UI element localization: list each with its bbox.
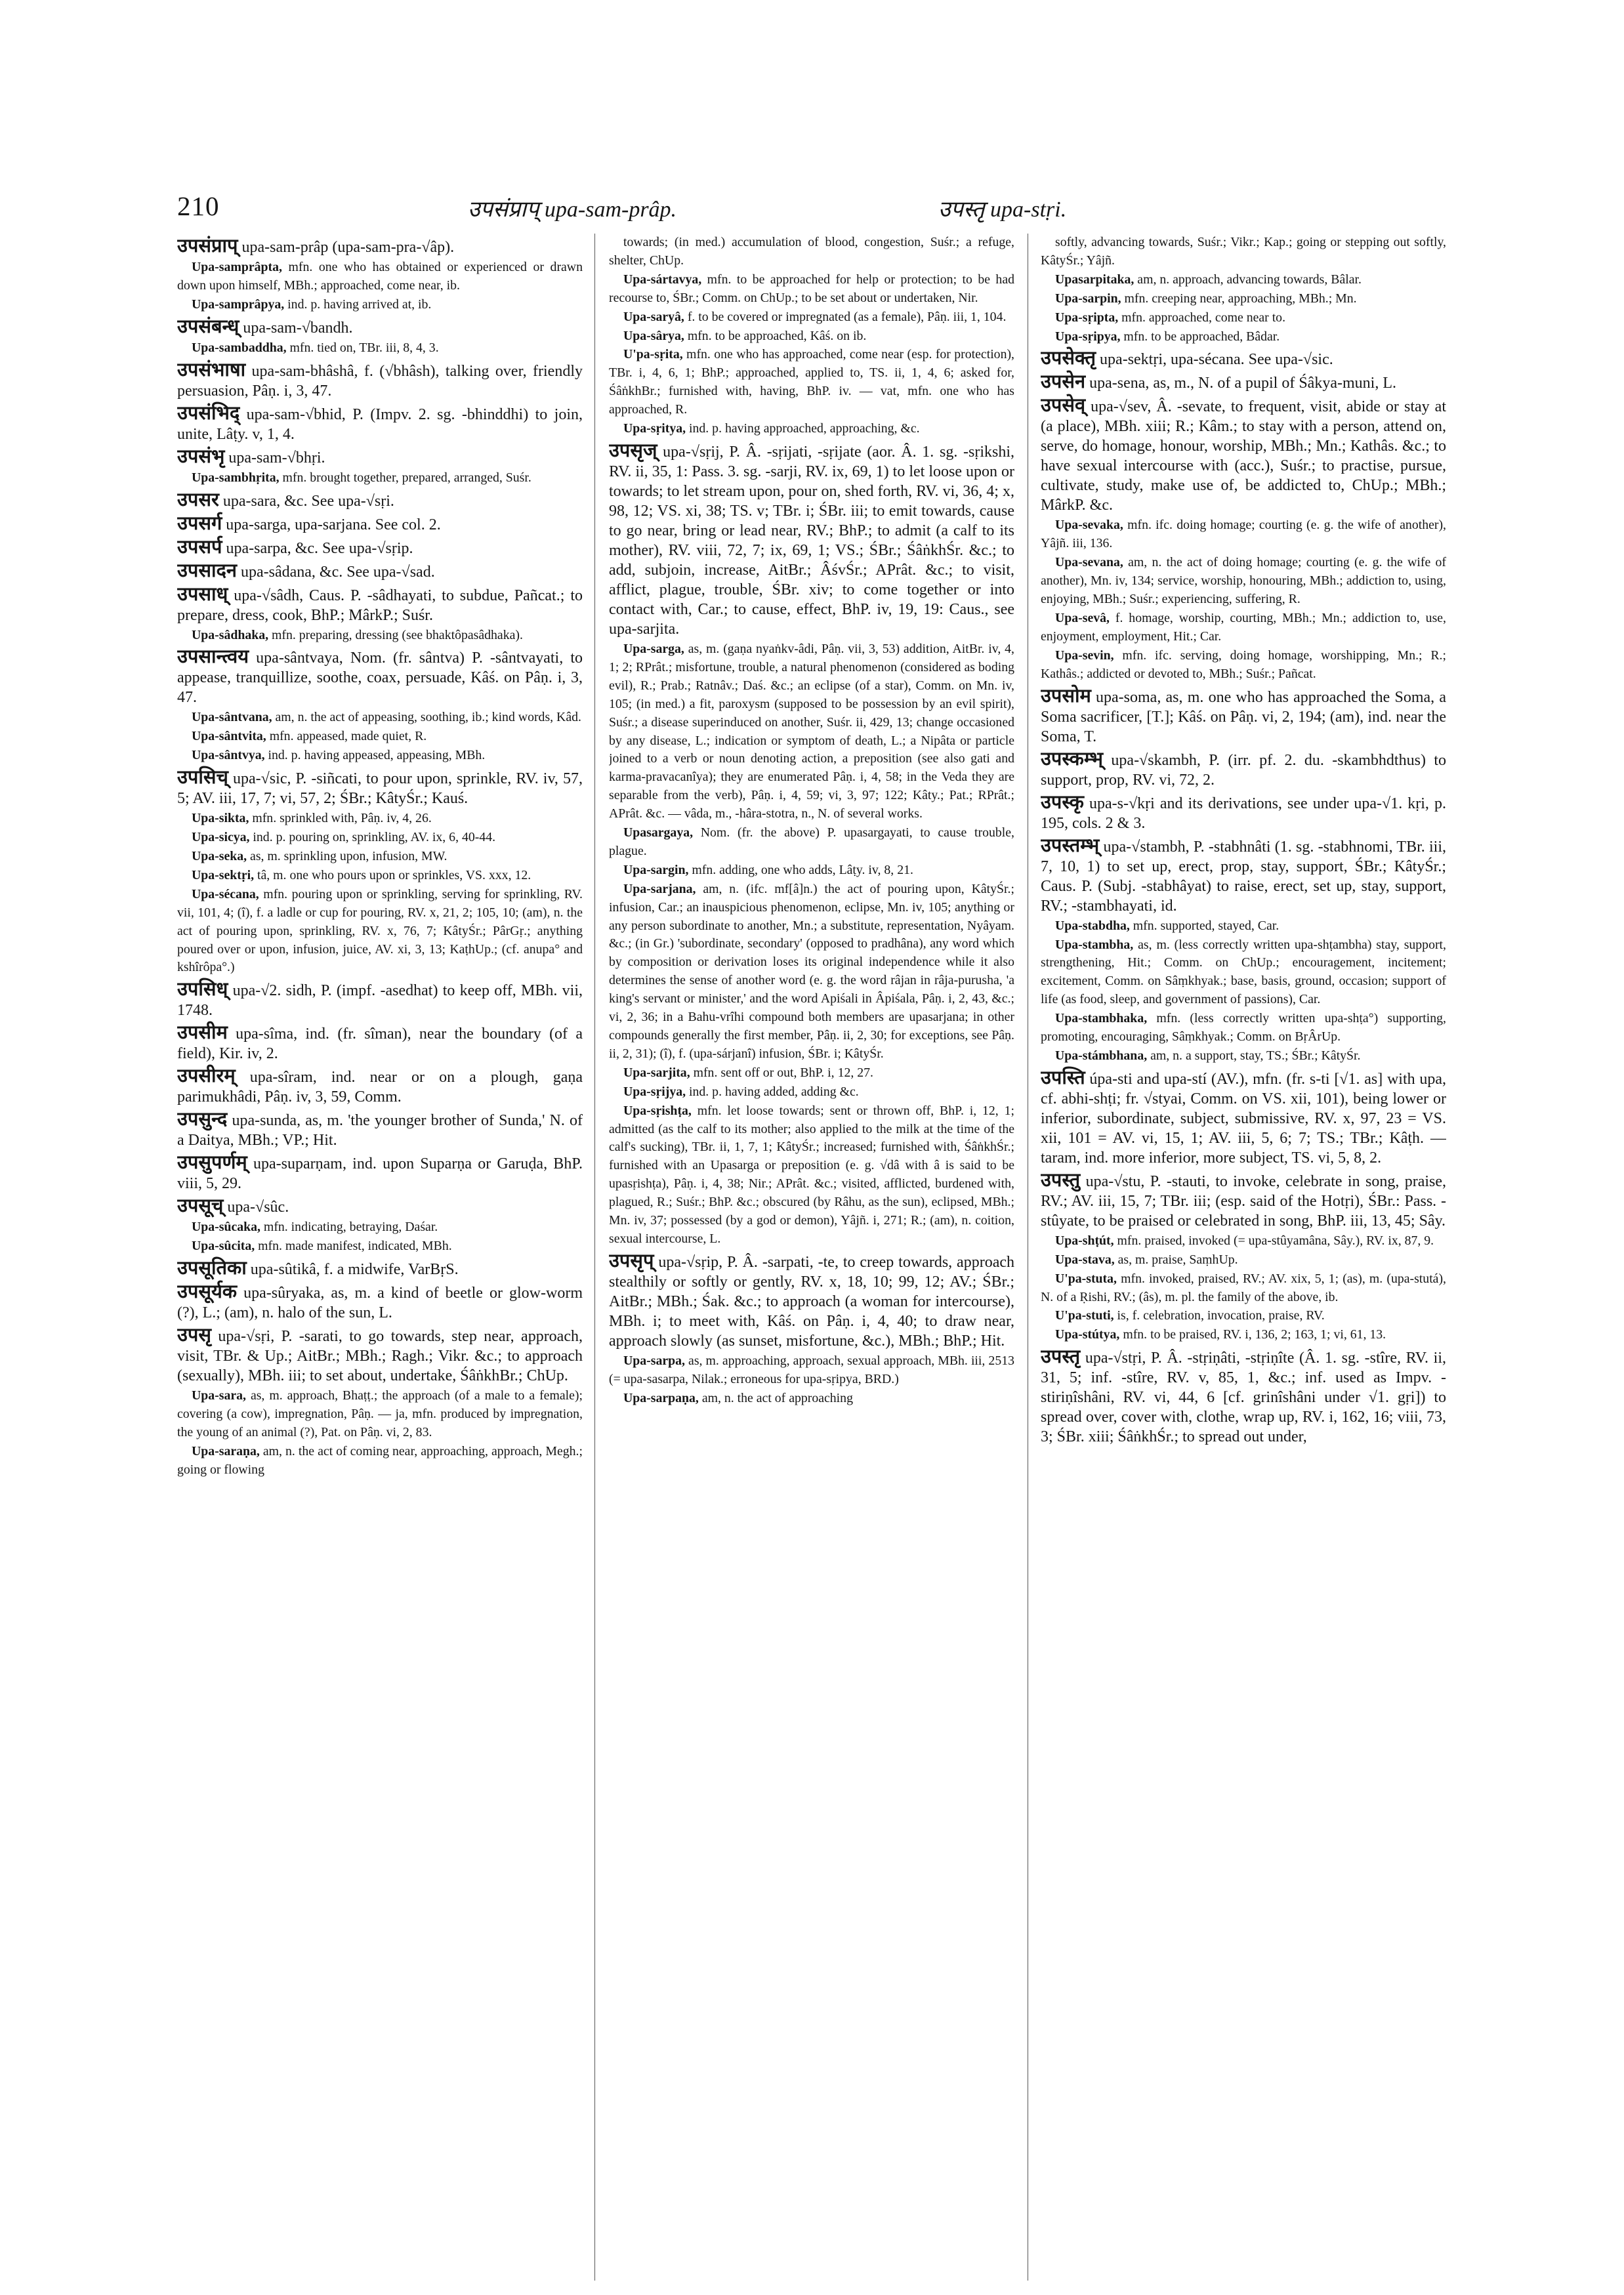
entry-definition: upa-sîma, ind. (fr. sîman), near the boundary (of a field), Kir. iv, 2. <box>177 1025 583 1063</box>
entry-headword: उपसर्ग <box>177 512 222 534</box>
entry-headword: उपसादन <box>177 560 237 581</box>
sub-entry <box>609 327 1014 346</box>
headword-entry <box>177 647 583 707</box>
headword-entry <box>177 1066 583 1107</box>
sub-entry <box>1041 1251 1446 1270</box>
entry-definition: upa-sam-√bandh. <box>239 319 353 337</box>
entry-definition: mfn. let loose towards; sent or thrown off, BhP. i, 12, 1; admitted (as the calf to its mother; also applied to the milk at the time of the calf's sucking), TBr. ii, 1, 7, 1; KâtyŚr.; increased; furnished with, ŚâṅkhŚr.; furnished with an Upasarga or preposition (e. g. √dâ with â is said to be upasṛishṭa), Pâṇ. i, 4, 38; Nir.; APrât. &c.; visited, afflicted, burdened with, plagued, R.; Suśr.; BhP. &c.; obscured (by Râhu, as the sun), eclipsed, MBh.; Mn. iv, 37; possessed (by a god or demon), Yâjñ. i, 271; R.; (am), n. coition, sexual intercourse, L. <box>609 1103 1014 1246</box>
entry-headword: उपसोम <box>1041 685 1091 707</box>
headword-entry <box>177 537 583 558</box>
entry-definition: am, n. the act of appeasing, soothing, ib.; kind words, Kâd. <box>272 710 581 725</box>
entry-definition: as, m. praise, SaṃhUp. <box>1114 1252 1238 1267</box>
entry-definition: ind. p. pouring on, sprinkling, AV. ix, 6, 40-44. <box>249 830 496 845</box>
entry-definition: am, n. the act of doing homage; courting (e. g. the wife of another), Mn. iv, 134; service, worship, honouring, MBh.; addiction to, using, enjoying, MBh.; Suśr.; experiencing, suffering, R. <box>1041 555 1446 607</box>
column-1 <box>177 234 583 2281</box>
entry-definition: mfn. made manifest, indicated, MBh. <box>255 1239 452 1254</box>
sub-entry <box>177 709 583 727</box>
entry-definition: úpa-sti and upa-stí (AV.), mfn. (fr. s-ti [√1. as] with upa, cf. abhi-shṭi; fr. √styai, Comm. on VS. xii, 101), being lower or inferior, subordinate, subject, submissive, RV. x, 97, 23 = VS. xii, 101 = AV. vi, 15, 1; AV. iii, 5, 6; 7; TS.; TBr.; Kâṭh. — taram, ind. more inferior, more subject, TS. vi, 5, 8, 2. <box>1041 1070 1446 1167</box>
headword-entry <box>1041 348 1446 369</box>
sub-entry <box>177 886 583 978</box>
sub-entry <box>609 346 1014 419</box>
entry-definition: upa-√sṛi, P. -sarati, to go towards, step near, approach, visit, TBr. & Up.; AitBr.; MBh.; Ragh.; Vikr. &c.; to approach (sexually), MBh. iii; to set about, undertake, ŚâṅkhBr.; ChUp. <box>177 1328 583 1385</box>
entry-definition: as, m. (gaṇa nyaṅkv-âdi, Pâṇ. vii, 3, 53) addition, AitBr. iv, 4, 1; 2; RPrât.; misfortune, trouble, a natural phenomenon (considered as boding evil), R.; Prab.; Ratnâv.; Daś. &c.; an eclipse (of a star), Comm. on Mn. iv, 105; (in med.) a fit, paroxysm (supposed to be possession by an evil spirit), Suśr.; a disease superinduced on another, Suśr. ii, 429, 13; change occasioned by any disease, L.; indication or symptom of death, L.; a Nipâta or particle joined to a verb or noun denoting action, a preposition (see also gati and karma-pravacanîya); they are enumerated Pâṇ. i, 4, 58; in the Veda they are separable from the verb), Pâṇ. i, 4, 59; vi, 3, 97; 122; Kâty.; Pat.; RPrât.; APrât. &c. — vâda, m., -hâra-stotra, n., N. of several works. <box>609 641 1014 821</box>
entry-headword: Upa-stútya, <box>1055 1327 1120 1342</box>
headword-entry <box>1041 1170 1446 1231</box>
entry-definition: upa-√skambh, P. (irr. pf. 2. du. -skambhdthus) to support, prop, RV. vi, 72, 2. <box>1041 751 1446 789</box>
entry-definition: ind. p. having arrived at, ib. <box>284 297 432 312</box>
entry-definition: f. to be covered or impregnated (as a female), Pâṇ. iii, 1, 104. <box>684 309 1007 324</box>
column-3 <box>1041 234 1446 2281</box>
headword-entry <box>177 1282 583 1323</box>
entry-definition: upa-suparṇam, ind. upon Suparṇa or Garuḍa, BhP. viii, 5, 29. <box>177 1155 583 1193</box>
entry-definition: mfn. praised, invoked (= upa-stûyamâna, Sây.), RV. ix, 87, 9. <box>1114 1233 1434 1248</box>
entry-definition: upa-sûtikâ, f. a midwife, VarBṛS. <box>246 1261 459 1279</box>
entry-definition: f. homage, worship, courting, MBh.; Mn.; addiction to, use, enjoyment, employment, Hit.; Car. <box>1041 610 1446 644</box>
entry-definition: upa-√sâdh, Caus. P. -sâdhayati, to subdue, Pañcat.; to prepare, dress, cook, BhP.; MârkP.; Suśr. <box>177 587 583 624</box>
entry-definition: mfn. supported, stayed, Car. <box>1129 918 1280 933</box>
entry-headword: Upa-sântvita, <box>192 729 266 744</box>
sub-entry <box>1041 271 1446 289</box>
entry-definition: am, n. (ifc. mf[â]n.) the act of pouring upon, KâtyŚr.; infusion, Car.; an inauspicious phenomenon, eclipse, Mn. iv, 105; anything or any person subordinate to another, Mn.; a substitute, representation, Nyâyam. &c.; (in Gr.) 'subordinate, secondary' (opposed to pradhâna), any word which by composition or derivation loses its original independence while it also determines the sense of another word (e. g. the word râjan in râja-purusha, 'a king's servant or minister,' and the word Apiśali in Âpiśala, Pâṇ. i, 2, 43, &c.; vi, 2, 36; in a Bahu-vrîhi compound both members are upasarjana; in other compounds generally the first member, Pâṇ. ii, 2, 30; for exceptions, see Pâṇ. ii, 2, 31); (î), f. (upa-sárjanî) infusion, ŚBr. i; KâtyŚr. <box>609 881 1014 1061</box>
entry-headword: उपसंबन्ध् <box>177 316 239 337</box>
page-header <box>177 189 1453 228</box>
headword-entry <box>177 1325 583 1386</box>
entry-definition: as, m. sprinkling upon, infusion, MW. <box>247 848 448 863</box>
sub-entry <box>609 1064 1014 1083</box>
entry-headword: उपसेन <box>1041 371 1086 393</box>
entry-definition: upa-s-√kṛi and its derivations, see under upa-√1. kṛi, p. 195, cols. 2 & 3. <box>1041 795 1446 832</box>
left-running-head: उपसंप्राप् upa-sam-prâp. <box>468 197 677 222</box>
sub-entry <box>609 271 1014 308</box>
entry-headword: उपसंप्राप् <box>177 236 238 257</box>
entry-headword: Upa-samprâpta, <box>192 260 282 274</box>
sub-entry <box>177 258 583 295</box>
entry-headword: Upa-sargin, <box>623 862 689 877</box>
entry-definition: upa-√sev, Â. -sevate, to frequent, visit, abide or stay at (a place), MBh. xiii; R.; Kâm.; to stay with a person, attend on, serve, do homage, honour, worship, MBh.; Mn.; Kathâs. &c.; to have sexual intercourse with (acc.), Suśr.; to practise, pursue, cultivate, study, make use of, be addicted to, ChUp.; MBh.; MârkP. &c. <box>1041 398 1446 514</box>
entry-definition: mfn. appeased, made quiet, R. <box>266 729 427 744</box>
entry-headword: उपसूर्यक <box>177 1281 238 1303</box>
entry-definition: am, n. approach, advancing towards, Bâlar. <box>1134 272 1362 287</box>
entry-definition: upa-sarpa, &c. See upa-√sṛip. <box>222 539 413 557</box>
entry-definition: mfn. brought together, prepared, arranged, Suśr. <box>279 470 531 485</box>
headword-entry <box>177 236 583 257</box>
headword-entry <box>1041 686 1446 747</box>
entry-definition: upa-√sṛij, P. Â. -sṛijati, -sṛijate (aor. Â. 1. sg. -sṛikshi, RV. ii, 35, 1: Pass. 3. sg. -sarji, RV. ix, 69, 1) to let loose upon or towards; to let stream upon, pour on, shed forth, RV. vi, 36, 4; x, 98, 12; VS. xi, 38; TS. v; TBr. i; ŚBr. iii; to emit towards, cause to go near, bring or lead near, RV.; BhP.; to admit (a calf to its mother), RV. viii, 72, 7; ix, 69, 1; VS.; ŚBr.; ŚâṅkhŚr. &c.; to add, subjoin, increase, AitBr.; ÂśvŚr.; APrât. &c.; to visit, afflict, plague, trouble, ŚBr. xiv; to come together or into contact with, Car.; to cause, effect, BhP. iv, 19, 19: Caus., see upa-sarjita. <box>609 443 1014 638</box>
entry-headword: उपस्ति <box>1041 1067 1085 1088</box>
headword-entry <box>177 1109 583 1150</box>
entry-headword: Upa-sarpin, <box>1055 291 1121 306</box>
entry-headword: उपस्तु <box>1041 1169 1081 1191</box>
entry-headword: Upa-seka, <box>192 848 247 863</box>
sub-entry <box>177 810 583 828</box>
entry-headword: Upa-sevaka, <box>1055 518 1123 533</box>
entry-definition: mfn. to be approached for help or protection; to be had recourse to, ŚBr.; Comm. on ChUp.; to be set about or undertaken, Nir. <box>609 272 1014 305</box>
headword-entry <box>177 1153 583 1193</box>
headword-entry <box>177 403 583 444</box>
headword-entry <box>177 490 583 511</box>
headword-entry <box>1041 396 1446 515</box>
entry-definition: tâ, m. one who pours upon or sprinkles, VS. xxx, 12. <box>254 867 531 882</box>
entry-headword: Upa-sambhṛita, <box>192 470 280 485</box>
headword-entry <box>177 768 583 808</box>
entry-headword: Upa-sambaddha, <box>192 340 287 355</box>
sub-entry <box>1041 1270 1446 1307</box>
headword-entry <box>177 1196 583 1217</box>
entry-definition: upa-√2. sidh, P. (impf. -asedhat) to keep off, MBh. vii, 1748. <box>177 982 583 1020</box>
column-divider-1 <box>594 234 595 2281</box>
entry-headword: Upa-stambhaka, <box>1055 1011 1148 1026</box>
entry-headword: Upa-sara, <box>192 1388 246 1403</box>
entry-definition: upa-soma, as, m. one who has approached the Soma, a Soma sacrificer, [T.]; Kâś. on Pâṇ. vi, 2, 194; (am), ind. near the Soma, T. <box>1041 688 1446 745</box>
entry-definition: as, m. approaching, approach, sexual approach, MBh. iii, 2513 (= upa-sasarpa, Nilak.; erroneous for upa-sṛipya, BRD.) <box>609 1353 1014 1386</box>
entry-headword: Upa-stambha, <box>1055 937 1134 952</box>
sub-entry <box>609 1083 1014 1102</box>
sub-entry <box>177 469 583 487</box>
entry-definition: as, m. approach, Bhaṭṭ.; the approach (of a male to a female); covering (a cow), impregnation, Pâṇ. — ja, mfn. produced by impregnation, the young of an animal (?), Pat. on Pâṇ. vi, 2, 83. <box>177 1388 583 1439</box>
headword-entry <box>1041 749 1446 790</box>
entry-definition: mfn. preparing, dressing (see bhaktôpasâdhaka). <box>268 627 523 642</box>
entry-headword: Upa-sarpaṇa, <box>623 1390 699 1405</box>
sub-entry <box>609 1102 1014 1249</box>
headword-entry <box>177 561 583 582</box>
entry-headword: उपसान्त्वय <box>177 646 249 668</box>
entry-headword: Upa-sṛitya, <box>623 421 686 436</box>
entry-headword: Upa-sektṛi, <box>192 867 255 882</box>
sub-entry <box>609 234 1014 270</box>
sub-entry <box>1041 554 1446 609</box>
entry-headword: उपसंभृ <box>177 445 225 467</box>
entry-headword: Upa-sevana, <box>1055 555 1123 570</box>
entry-definition: mfn. sprinkled with, Pâṇ. iv, 4, 26. <box>249 811 432 826</box>
entry-definition: mfn. sent off or out, BhP. i, 12, 27. <box>690 1065 873 1080</box>
sub-entry <box>1041 1307 1446 1325</box>
entry-headword: Upa-shṭút, <box>1055 1233 1114 1248</box>
sub-entry <box>1041 290 1446 308</box>
entry-definition: upa-√sic, P. -siñcati, to pour upon, sprinkle, RV. iv, 57, 5; AV. iii, 17, 7; vi, 57, 2; ŚBr.; KâtyŚr.; Kauś. <box>177 770 583 808</box>
entry-definition: Nom. (fr. the above) P. upasargayati, to cause trouble, plague. <box>609 825 1014 858</box>
entry-headword: उपसर <box>177 489 219 510</box>
entry-headword: उपसेव् <box>1041 395 1086 417</box>
sub-entry <box>1041 917 1446 936</box>
entry-headword: उपस्तम्भ् <box>1041 835 1100 856</box>
entry-headword: Upa-sâdhaka, <box>192 627 269 642</box>
entry-definition: mfn. to be approached, Bâdar. <box>1120 329 1280 344</box>
entry-headword: Upa-sarga, <box>623 641 684 656</box>
sub-entry <box>609 420 1014 438</box>
page-number: 210 <box>177 191 220 221</box>
sub-entry <box>177 1387 583 1442</box>
entry-definition: upa-sarga, upa-sarjana. See col. 2. <box>222 516 441 533</box>
entry-definition: upa-sûryaka, as, m. a kind of beetle or glow-worm (?), L.; (am), n. halo of the sun, L. <box>177 1285 583 1322</box>
sub-entry <box>177 829 583 847</box>
headword-entry <box>177 360 583 401</box>
entry-headword: Upa-sevin, <box>1055 648 1114 663</box>
entry-definition: upa-sam-bhâshâ, f. (√bhâsh), talking over, friendly persuasion, Pâṇ. i, 3, 47. <box>177 362 583 400</box>
entry-definition: ind. p. having approached, approaching, &c. <box>686 421 920 436</box>
entry-headword: Upa-sevâ, <box>1055 610 1110 625</box>
entry-headword: Upa-sikta, <box>192 811 249 826</box>
entry-headword: उपसर्प <box>177 536 222 558</box>
sub-entry <box>609 824 1014 861</box>
headword-entry <box>177 447 583 468</box>
entry-definition: upa-√sûc. <box>223 1199 289 1216</box>
entry-definition: mfn. one who has obtained or experienced or drawn down upon himself, MBh.; approached, come near, ib. <box>177 260 583 293</box>
entry-definition: upa-sam-√bhid, P. (Impv. 2. sg. -bhinddhi) to join, unite, Lâṭy. v, 1, 4. <box>177 405 583 443</box>
entry-definition: upa-sîram, ind. near or on a plough, gaṇa parimukhâdi, Pâṇ. iv, 3, 59, Comm. <box>177 1069 583 1106</box>
headword-entry <box>177 980 583 1020</box>
entry-definition: is, f. celebration, invocation, praise, RV. <box>1114 1308 1325 1323</box>
entry-definition: mfn. (less correctly written upa-shṭa°) supporting, promoting, encouraging, Sâṃkhyak.; Comm. on BṛÂrUp. <box>1041 1011 1446 1044</box>
entry-headword: U'pa-sṛita, <box>623 347 683 362</box>
entry-headword: उपसृज् <box>609 440 657 461</box>
entry-headword: U'pa-stuta, <box>1055 1271 1117 1286</box>
headword-entry <box>177 317 583 338</box>
headword-entry <box>1041 793 1446 833</box>
entry-definition: softly, advancing towards, Suśr.; Vikr.; Kap.; going or stepping out softly, KâtyŚr.; Yâjñ. <box>1041 235 1446 268</box>
headword-entry <box>609 441 1014 639</box>
entry-definition: mfn. invoked, praised, RV.; AV. xix, 5, 1; (as), m. (upa-stutá), N. of a Ṛishi, RV.; (âs), m. pl. the family of the above, ib. <box>1041 1271 1446 1304</box>
sub-entry <box>177 848 583 866</box>
sub-entry <box>1041 1010 1446 1046</box>
entry-headword: Upa-sṛishṭa, <box>623 1103 692 1118</box>
sub-entry <box>1041 1047 1446 1065</box>
entry-headword: उपसुपर्णम् <box>177 1152 247 1174</box>
entry-definition: upa-√stambh, P. -stabhnâti (1. sg. -stabhnomi, TBr. iii, 7, 10, 1) to set up, erect, prop, stay, support, ŚBr.; KâtyŚr.; Caus. P. (Subj. -stabhâyat) to raise, erect, set up, stay, support, RV.; -stambhayati, id. <box>1041 838 1446 915</box>
entry-definition: upa-sektṛi, upa-sécana. See upa-√sic. <box>1096 351 1333 369</box>
sub-entry <box>177 627 583 645</box>
headword-entry <box>177 1023 583 1064</box>
sub-entry <box>1041 647 1446 684</box>
headword-entry <box>177 585 583 625</box>
entry-headword: Upa-sûcita, <box>192 1239 255 1254</box>
entry-definition: upa-sam-prâp (upa-sam-pra-√âp). <box>238 239 455 256</box>
entry-headword: Upa-sârya, <box>623 328 684 343</box>
entry-headword: Upa-sécana, <box>192 886 259 901</box>
entry-definition: upa-√stṛi, P. Â. -stṛiṇâti, -stṛiṇîte (Â. 1. sg. -stîre, RV. ii, 31, 5; inf. -stîre, RV. v, 85, 1, &c.; inf. used as Impv. -stiriṇîshâni, RV. vi, 44, 6 [cf. grinîshâni under √1. gṛi]) to spread over, cover with, clothe, wrap up, RV. i, 162, 16; viii, 73, 3; ŚBr. xiii; ŚâṅkhŚr.; to spread out under, <box>1041 1350 1446 1446</box>
sub-entry <box>609 1352 1014 1389</box>
entry-headword: उपसिच् <box>177 767 228 789</box>
sub-entry <box>177 339 583 358</box>
headword-entry <box>1041 1347 1446 1447</box>
entry-headword: उपसृ <box>177 1325 211 1346</box>
sub-entry <box>177 1443 583 1479</box>
entry-headword: Upa-sicya, <box>192 830 250 845</box>
entry-definition: mfn. pouring upon or sprinkling, serving for sprinkling, RV. vii, 101, 4; (î), f. a ladle or cup for pouring, RV. x, 21, 2; 105, 10; (am), n. the act of pouring upon, sprinkling, RV. x, 76, 7; KâtyŚr.; PârGṛ.; anything poured over or upon, infusion, juice, AV. xi, 3, 13; KaṭhUp.; (cf. anupa° and kshîrôpa°.) <box>177 886 583 975</box>
entry-definition: am, n. the act of coming near, approaching, approach, Megh.; going or flowing <box>177 1443 583 1477</box>
entry-headword: उपसीरम् <box>177 1065 236 1087</box>
sub-entry <box>1041 1232 1446 1251</box>
sub-entry <box>177 747 583 765</box>
headword-entry <box>177 1258 583 1279</box>
entry-headword: उपसाध् <box>177 583 228 605</box>
sub-entry <box>609 640 1014 823</box>
headword-entry <box>177 514 583 535</box>
entry-definition: am, n. the act of approaching <box>698 1390 853 1405</box>
entry-headword: Upa-sântvya, <box>192 748 265 763</box>
headword-entry <box>1041 836 1446 916</box>
sub-entry <box>1041 936 1446 1010</box>
entry-definition: upa-sara, &c. See upa-√sṛi. <box>219 492 394 510</box>
entry-definition: mfn. ifc. doing homage; courting (e. g. the wife of another), Yâjñ. iii, 136. <box>1041 518 1446 551</box>
entry-headword: Upa-stámbhana, <box>1055 1048 1148 1063</box>
entry-headword: उपसूच् <box>177 1195 224 1217</box>
entry-headword: उपसंभाषा <box>177 359 246 381</box>
sub-entry <box>177 296 583 314</box>
sub-entry <box>1041 610 1446 646</box>
entry-definition: mfn. indicating, betraying, Daśar. <box>260 1220 438 1235</box>
entry-definition: upa-sam-√bhṛi. <box>224 449 325 466</box>
entry-headword: उपसेक्तृ <box>1041 348 1096 369</box>
entry-headword: U'pa-stuti, <box>1055 1308 1114 1323</box>
entry-definition: as, m. (less correctly written upa-shṭambha) stay, support, strengthening, Hit.; Comm. on ChUp.; encouragement, incitement; excitement, Comm. on Sâṃkhyak.; base, basis, ground, occasion; support of life (as food, sleep, and government of passions), Car. <box>1041 937 1446 1007</box>
sub-entry <box>1041 1326 1446 1344</box>
entry-headword: उपसृप् <box>609 1250 654 1272</box>
right-running-head: उपस्तृ upa-stṛi. <box>938 197 1067 222</box>
entry-headword: Upasarpitaka, <box>1055 272 1135 287</box>
entry-headword: Upa-sarpa, <box>623 1353 685 1368</box>
entry-headword: Upa-sûcaka, <box>192 1220 260 1235</box>
entry-definition: ind. p. having added, adding &c. <box>686 1084 859 1099</box>
entry-headword: उपसिध् <box>177 979 228 1001</box>
sub-entry <box>177 1218 583 1237</box>
entry-headword: Upa-saraṇa, <box>192 1443 260 1458</box>
entry-headword: उपस्कम्भ् <box>1041 748 1104 770</box>
entry-definition: upa-√stu, P. -stauti, to invoke, celebrate in song, praise, RV.; AV. iii, 15, 7; TBr. iii; (esp. said of the Hotṛi), ŚBr.: Pass. -stûyate, to be praised or celebrated in song, BhP. iii, 13, 45; Sây. <box>1041 1172 1446 1230</box>
entry-definition: upa-sunda, as, m. 'the younger brother of Sunda,' N. of a Daitya, MBh.; VP.; Hit. <box>177 1112 583 1149</box>
entry-headword: उपसंभिद् <box>177 402 240 424</box>
sub-entry <box>609 1390 1014 1408</box>
entry-headword: उपस्तृ <box>1041 1346 1081 1368</box>
sub-entry <box>1041 309 1446 327</box>
entry-headword: Upa-sântvana, <box>192 710 272 725</box>
entry-definition: upa-√sṛip, P. Â. -sarpati, -te, to creep towards, approach stealthily or softly or gently, RV. x, 18, 10; 99, 12; AV.; ŚBr.; AitBr.; MBh.; Śak. &c.; to approach (a woman for intercourse), MBh. i; to meet with, Kâś. on Pâṇ. i, 4, 40; to draw near, approach slowly (as sunset, misfortune, &c.), MBh.; BhP.; Hit. <box>609 1253 1014 1350</box>
entry-headword: Upa-sṛipya, <box>1055 329 1121 344</box>
entry-definition: mfn. to be praised, RV. i, 136, 2; 163, 1; vi, 61, 13. <box>1119 1327 1386 1342</box>
entry-definition: am, n. a support, stay, TS.; ŚBr.; KâtyŚr. <box>1147 1048 1361 1063</box>
sub-entry <box>1041 328 1446 346</box>
entry-definition: mfn. ifc. serving, doing homage, worshipping, Mn.; R.; Kathâs.; addicted or devoted to, MBh.; Suśr.; Pañcat. <box>1041 648 1446 681</box>
entry-headword: Upa-sártavya, <box>623 272 702 287</box>
sub-entry <box>609 861 1014 880</box>
entry-definition: upa-sântvaya, Nom. (fr. sântva) P. -sântvayati, to appease, tranquillize, soothe, coax, persuade, Kâś. on Pâṇ. i, 3, 47. <box>177 650 583 707</box>
entry-definition: upa-sâdana, &c. See upa-√sad. <box>236 563 435 581</box>
entry-definition: mfn. creeping near, approaching, MBh.; Mn. <box>1121 291 1357 306</box>
entry-definition: mfn. to be approached, Kâś. on ib. <box>684 328 867 343</box>
entry-definition: upa-sena, as, m., N. of a pupil of Śâkya-muni, L. <box>1085 375 1396 392</box>
entry-headword: उपसीम <box>177 1022 228 1044</box>
sub-entry <box>1041 516 1446 553</box>
headword-entry <box>609 1251 1014 1351</box>
sub-entry <box>1041 234 1446 270</box>
entry-definition: towards; (in med.) accumulation of blood, congestion, Suśr.; a refuge, shelter, ChUp. <box>609 235 1014 268</box>
sub-entry <box>177 728 583 746</box>
entry-headword: Upa-stabdha, <box>1055 918 1130 933</box>
entry-definition: mfn. one who has approached, come near (esp. for protection), TBr. i, 4, 6, 1; BhP.; approached, applied to, TS. ii, 1, 4, 6; asked for, ŚâṅkhBr.; furnished with, having, BhP. iv. — vat, mfn. one who has approached, R. <box>609 347 1014 417</box>
sub-entry <box>609 308 1014 327</box>
entry-headword: Upasargaya, <box>623 825 694 840</box>
entry-headword: उपसूतिका <box>177 1258 247 1279</box>
headword-entry <box>1041 1068 1446 1168</box>
entry-headword: Upa-sarjana, <box>623 881 696 896</box>
entry-definition: ind. p. having appeased, appeasing, MBh. <box>264 748 486 763</box>
sub-entry <box>177 1237 583 1256</box>
entry-headword: Upa-sṛijya, <box>623 1084 686 1099</box>
entry-definition: mfn. tied on, TBr. iii, 8, 4, 3. <box>286 340 439 355</box>
entry-definition: mfn. adding, one who adds, Lâṭy. iv, 8, 21. <box>688 862 913 877</box>
entry-headword: Upa-saryâ, <box>623 309 684 324</box>
sub-entry <box>177 867 583 885</box>
entry-headword: Upa-stava, <box>1055 1252 1115 1267</box>
entry-headword: Upa-sarjita, <box>623 1065 690 1080</box>
headword-entry <box>1041 372 1446 393</box>
entry-definition: mfn. approached, come near to. <box>1118 310 1286 325</box>
entry-headword: Upa-sṛipta, <box>1055 310 1119 325</box>
column-2 <box>609 234 1014 2281</box>
entry-headword: Upa-samprâpya, <box>192 297 285 312</box>
entry-headword: उपस्कृ <box>1041 791 1084 813</box>
sub-entry <box>609 880 1014 1064</box>
entry-headword: उपसुन्द <box>177 1109 228 1130</box>
